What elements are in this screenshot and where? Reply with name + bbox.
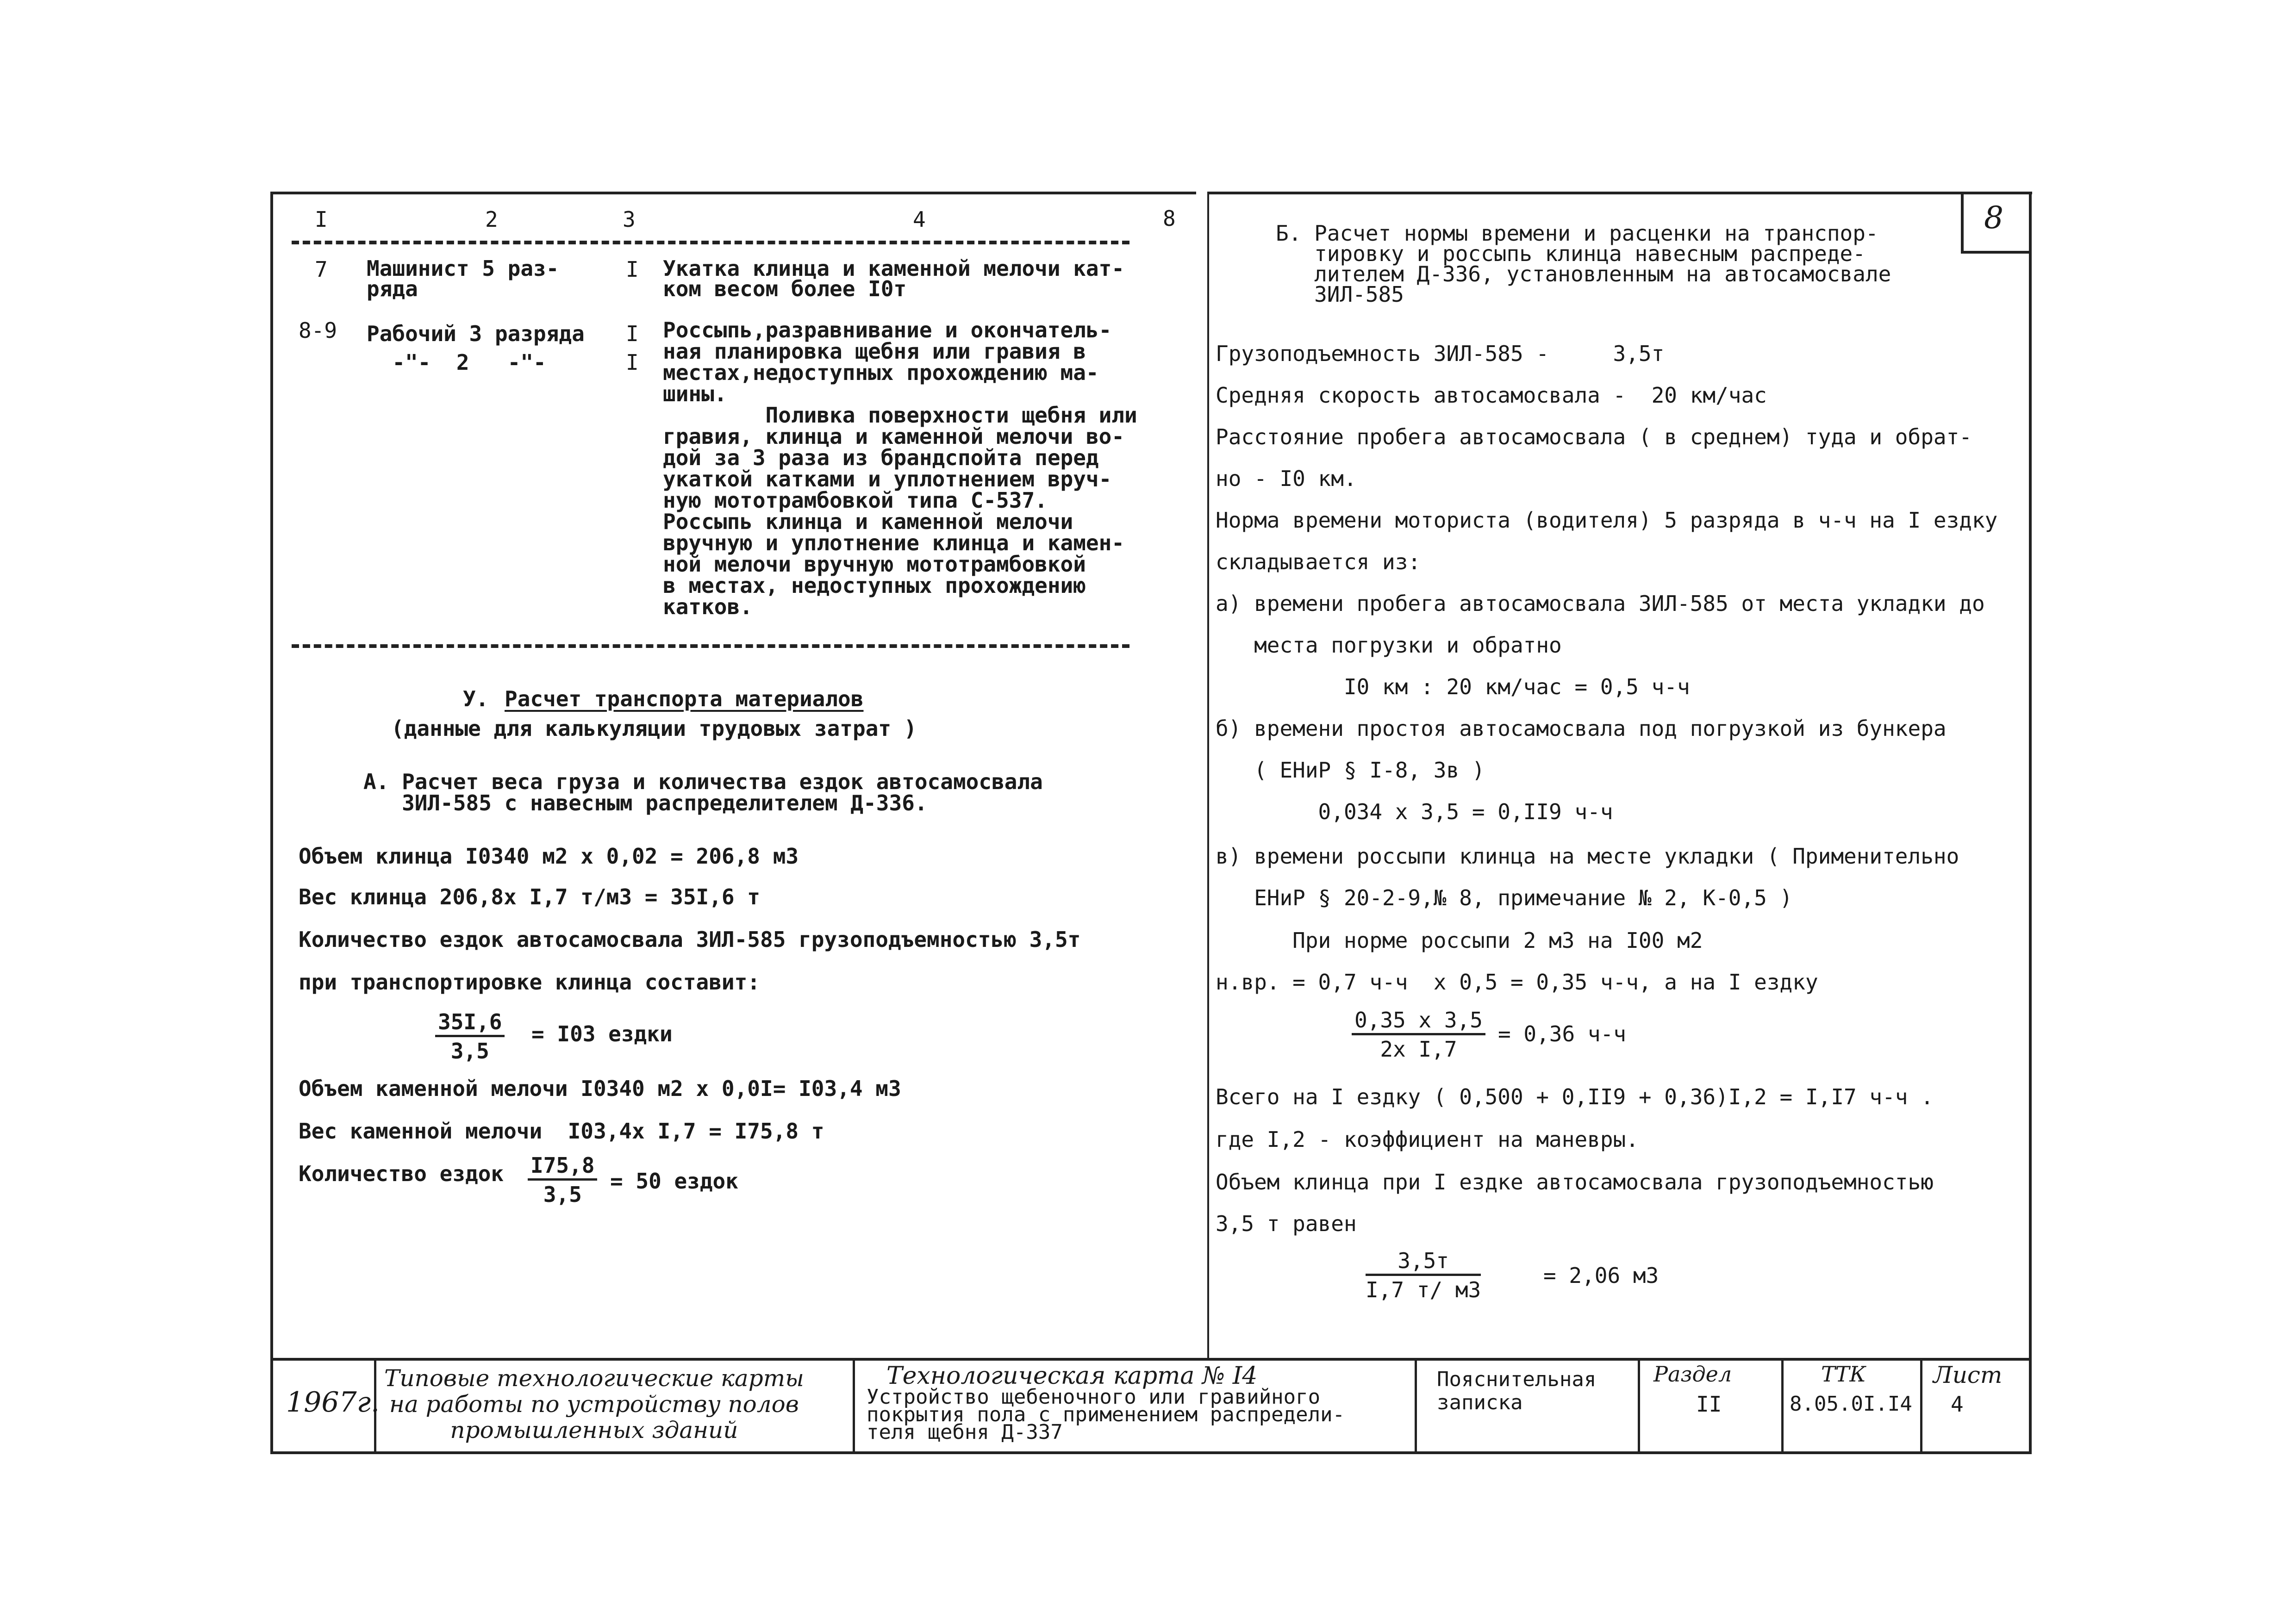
section-a-line-1: Объем клинца I0340 м2 х 0,02 = 206,8 м3 xyxy=(299,844,799,869)
stamp-year: 1967г. xyxy=(286,1386,380,1419)
fraction-stone-trips xyxy=(528,1154,597,1206)
section-b-line-7: а) времени пробега автосамосвала ЗИЛ-585 от места укладки до xyxy=(1216,591,1985,616)
section-b-line-10: б) времени простоя автосамосвала под погрузкой из бункера xyxy=(1216,716,1947,741)
row-7-work: Укатка клинца и каменной мелочи кат- ком весом более I0т xyxy=(663,256,1124,301)
section-b-line-11: ( ЕНиР § I-8, 3в ) xyxy=(1216,758,1485,783)
fraction-denominator: 2х I,7 xyxy=(1380,1037,1457,1062)
section-a-line-7: Количество ездок xyxy=(299,1161,504,1186)
fraction-spread-result: = 0,36 ч-ч xyxy=(1498,1021,1626,1046)
fraction-volume-per-trip xyxy=(1366,1250,1481,1301)
section-b-line-13: в) времени россыпи клинца на месте укладки ( Применительно xyxy=(1216,844,1959,869)
col-header-4: 4 xyxy=(913,207,926,232)
row-7-quantity: I xyxy=(626,257,639,282)
col-header-2: 2 xyxy=(485,207,498,232)
page-number: 8 xyxy=(1984,200,2003,236)
section-v-title: Расчет транспорта материалов xyxy=(505,686,864,711)
section-a-heading: А. Расчет веса груза и количества ездок автосамосвала ЗИЛ-585 с навесным распределителем Д-336. xyxy=(363,769,1043,815)
row-7-number: 7 xyxy=(315,257,328,282)
fraction-denominator: 3,5 xyxy=(543,1182,582,1207)
stamp-ttk-value: 8.05.0I.I4 xyxy=(1790,1392,1912,1416)
stamp-card-title: Технологическая карта № I4 xyxy=(886,1362,1258,1390)
fraction-numerator: 0,35 х 3,5 xyxy=(1352,1009,1485,1035)
section-b-line-16: н.вр. = 0,7 ч-ч х 0,5 = 0,35 ч-ч, а на I ездку xyxy=(1216,970,1818,995)
section-a-line-6: Вес каменной мелочи I03,4х I,7 = I75,8 т xyxy=(299,1119,824,1144)
fraction-volume-result: = 2,06 м3 xyxy=(1543,1263,1659,1288)
section-b-line-6: складывается из: xyxy=(1216,549,1421,574)
section-v-subtitle: (данные для калькуляции трудовых затрат ) xyxy=(391,716,917,741)
header-divider xyxy=(292,241,1129,244)
section-a-line-3: Количество ездок автосамосвала ЗИЛ-585 грузоподъемностью 3,5т xyxy=(299,927,1081,952)
section-v-number: У. xyxy=(463,686,489,711)
section-a-line-5: Объем каменной мелочи I0340 м2 х 0,0I= I03,4 м3 xyxy=(299,1076,901,1101)
fraction-klinets-result: = I03 ездки xyxy=(531,1021,673,1046)
fraction-numerator: 3,5т xyxy=(1366,1250,1481,1276)
section-b-line-1: Грузоподъемность ЗИЛ-585 - 3,5т xyxy=(1216,341,1665,366)
row-8-9-quantity: I I xyxy=(626,321,639,375)
stamp-card-description: Устройство щебеночного или гравийного покрытия пола с применением распредели- теля щебня Д-337 xyxy=(867,1385,1345,1444)
row-8-9-work: Россыпь,разравнивание и окончатель- ная планировка щебня или гравия в местах,недоступных прохождению ма- шины. Поливка поверхности щебня или гравия, клинца и каменной мелочи во- дой за 3 раза из брандспойта перед укаткой катками и уплотнением вруч- ную мототрамбовкой типа С-537. Россыпь клинца и каменной мелочи вручную и уплотнение клинца и камен- ной мелочи вручную мототрамбовкой в местах, недоступных прохождению катков. xyxy=(663,317,1137,619)
fraction-klinets-trips xyxy=(435,1011,505,1062)
section-b-line-14: ЕНиР § 20-2-9,№ 8, примечание № 2, К-0,5 ) xyxy=(1216,885,1793,910)
stamp-section-label: Раздел xyxy=(1653,1362,1732,1387)
fraction-spread-time xyxy=(1352,1009,1485,1060)
section-b-line-15: При норме россыпи 2 м3 на I00 м2 xyxy=(1216,928,1703,953)
fraction-denominator: I,7 т/ м3 xyxy=(1366,1277,1481,1302)
stamp-sheet-label: Лист xyxy=(1933,1362,2003,1388)
section-a-line-4: при транспортировке клинца составит: xyxy=(299,970,760,995)
col-header-1: I xyxy=(315,207,328,232)
row-8-9-profession: Рабочий 3 разряда -"- 2 -"- xyxy=(367,321,585,375)
fraction-numerator: I75,8 xyxy=(528,1154,597,1181)
section-b-line-2: Средняя скорость автосамосвала - 20 км/час xyxy=(1216,383,1767,408)
row-8-9-number: 8-9 xyxy=(299,318,337,343)
section-b-line-4: но - I0 км. xyxy=(1216,466,1357,491)
fraction-stone-result: = 50 ездок xyxy=(610,1169,738,1194)
stamp-ttk-label: ТТК xyxy=(1821,1362,1866,1387)
fraction-denominator: 3,5 xyxy=(450,1039,489,1064)
section-b-line-19: Объем клинца при I ездке автосамосвала грузоподъемностью xyxy=(1216,1170,1934,1195)
table-end-divider xyxy=(292,644,1129,648)
stamp-section-value: II xyxy=(1696,1392,1722,1417)
section-a-line-2: Вес клинца 206,8х I,7 т/м3 = 35I,6 т xyxy=(299,884,760,909)
stamp-document-type: Пояснительная записка xyxy=(1437,1368,1597,1414)
fraction-numerator: 35I,6 xyxy=(435,1011,505,1037)
section-b-line-3: Расстояние пробега автосамосвала ( в среднем) туда и обрат- xyxy=(1216,424,1972,449)
stamp-sheet-value: 4 xyxy=(1951,1392,1964,1417)
section-b-heading: Б. Расчет нормы времени и расценки на транспор- тировку и россыпь клинца навесным распреде- лителем Д-336, установленным на автосамосвале ЗИЛ-585 xyxy=(1276,221,1891,307)
section-b-line-9: I0 км : 20 км/час = 0,5 ч-ч xyxy=(1216,674,1690,699)
stamp-series-title: Типовые технологические карты на работы по устройству полов промышленных зданий xyxy=(384,1365,804,1444)
section-b-line-8: места погрузки и обратно xyxy=(1216,633,1562,658)
section-b-line-18: где I,2 - коэффициент на маневры. xyxy=(1216,1127,1639,1152)
section-b-line-12: 0,034 х 3,5 = 0,II9 ч-ч xyxy=(1216,799,1613,824)
section-b-line-20: 3,5 т равен xyxy=(1216,1211,1357,1236)
row-7-profession: Машинист 5 раз- ряда xyxy=(367,256,559,301)
col-header-3: 3 xyxy=(623,207,636,232)
section-b-line-17: Всего на I ездку ( 0,500 + 0,II9 + 0,36)I,2 = I,I7 ч-ч . xyxy=(1216,1084,1934,1109)
col-header-5: 8 xyxy=(1163,206,1176,231)
section-b-line-5: Норма времени моториста (водителя) 5 разряда в ч-ч на I ездку xyxy=(1216,508,1998,533)
